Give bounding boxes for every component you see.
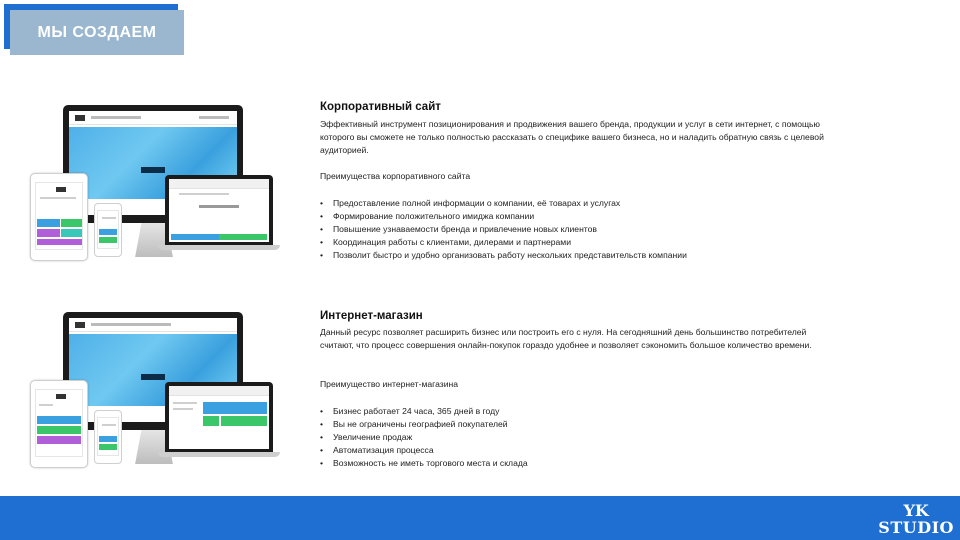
bullet-list-shop bbox=[320, 405, 528, 470]
phone-image bbox=[94, 203, 122, 257]
section-title-shop: Интернет-магазин bbox=[320, 310, 423, 322]
list-item: • Бизнес работает 24 часа, 365 дней в году bbox=[320, 405, 528, 418]
section-subtitle-shop: Преимущество интернет-магазина bbox=[320, 379, 459, 389]
phone-image bbox=[94, 410, 122, 464]
list-item: • Формирование положительного имиджа компании bbox=[320, 210, 687, 223]
list-item: • Увеличение продаж bbox=[320, 431, 528, 444]
tablet-image bbox=[30, 380, 88, 468]
laptop-base-image bbox=[158, 452, 280, 457]
logo-line-1: YK bbox=[903, 501, 929, 520]
list-item: • Повышение узнаваемости бренда и привлечение новых клиентов bbox=[320, 223, 687, 236]
devices-mockup-shop bbox=[30, 312, 280, 482]
list-item: • Предоставление полной информации о компании, её товарах и услугах bbox=[320, 197, 687, 210]
laptop-base-image bbox=[158, 245, 280, 250]
bullet-list-corporate bbox=[320, 197, 687, 262]
studio-logo bbox=[878, 502, 954, 536]
footer-bar bbox=[0, 496, 960, 540]
laptop-image bbox=[165, 175, 273, 245]
tablet-image bbox=[30, 173, 88, 261]
list-item: • Возможность не иметь торгового места и склада bbox=[320, 457, 528, 470]
devices-mockup-corporate bbox=[30, 105, 280, 275]
section-description-shop: Данный ресурс позволяет расширить бизнес или построить его с нуля. На сегодняшний день большинство потребителей считают, что процесс совершения онлайн-покупок гораздо удобнее и позволяет сэкономить большое количество времени. bbox=[320, 327, 812, 350]
page-title: МЫ СОЗДАЕМ bbox=[10, 10, 184, 55]
list-item: • Вы не ограничены географией покупателей bbox=[320, 418, 528, 431]
list-item: • Позволит быстро и удобно организовать работу нескольких представительств компании bbox=[320, 249, 687, 262]
section-title-corporate: Корпоративный сайт bbox=[320, 101, 441, 113]
section-subtitle-corporate: Преимущества корпоративного сайта bbox=[320, 171, 471, 181]
list-item: • Автоматизация процесса bbox=[320, 444, 528, 457]
laptop-image bbox=[165, 382, 273, 452]
list-item: • Координация работы с клиентами, дилерами и партнерами bbox=[320, 236, 687, 249]
logo-line-2: STUDIO bbox=[878, 518, 954, 537]
section-description-corporate: Эффективный инструмент позиционирования и продвижения вашего бренда, продукции и услуг в сети интернет, с помощью которого вы сможете не только полностью рассказать о специфике вашего бизнеса, но и наладить обратную связь с целевой аудиторией. bbox=[320, 119, 824, 155]
